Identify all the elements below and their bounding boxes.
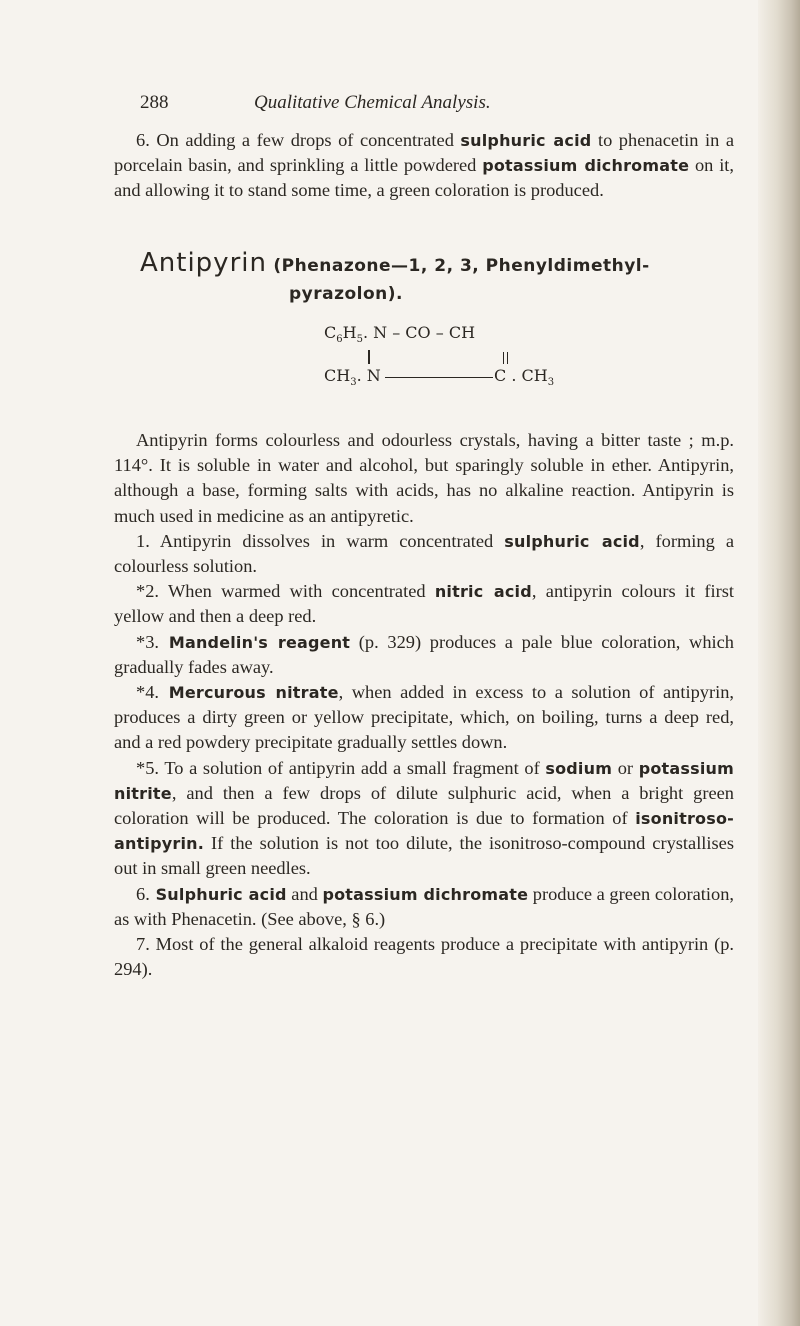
formula-row-3-right: C . $CH_3$ [494, 366, 555, 389]
test-6: 6. Sulphuric acid and potassium dichromate produce a green coloration, as with Phenacetin. (See above, § 6.) [114, 883, 735, 929]
test-2: *2. When warmed with concentrated nitric acid, antipyrin colours it first yellow and then a deep red. [114, 581, 734, 627]
test-4: *4. Mercurous nitrate, when added in excess to a solution of antipyrin, produces a dirty green or yellow precipitate, which, on boiling, turns a deep red, and a red powdery precipitate gradually settles down. [114, 682, 734, 753]
section-subtitle: (Phenazone—1, 2, 3, Phenyldimethyl- [266, 256, 650, 276]
description-paragraph: Antipyrin forms colourless and odourless crystals, having a bitter taste ; m.p. 114°. It is soluble in water and alcohol, but sparingly soluble in ether. Antipyrin, although a base, forming salts with acids, has no alkaline reaction. Antipyrin is much used in medicine as an antipyretic. [114, 430, 734, 526]
double-bond-right [507, 352, 508, 364]
test-3: *3. Mandelin's reagent (p. 329) produces a pale blue coloration, which gradually fades away. [114, 631, 734, 677]
double-bond-left [503, 352, 504, 364]
section-subtitle-cont: pyrazolon). [289, 284, 404, 304]
page-number: 288 [140, 92, 169, 113]
formula-row-1: $C_6H_5$. N – CO – CH [324, 323, 476, 346]
antipyrin-text [114, 428, 734, 982]
test-7: 7. Most of the general alkaloid reagents produce a precipitate with antipyrin (p. 294). [114, 934, 734, 980]
test-6-phenacetin: 6. On adding a few drops of concentrated sulphuric acid to phenacetin in a porcelain basin, and sprinkling a little powdered potassium dichromate on it, and allowing it to stand some time, a green coloration is produced. [114, 130, 735, 201]
bond-horizontal [385, 377, 493, 378]
test-1: 1. Antipyrin dissolves in warm concentrated sulphuric acid, forming a colourless solution. [114, 530, 734, 577]
page-edge-shadow [758, 0, 800, 1326]
structural-formula [324, 323, 584, 408]
bond-n-vertical [368, 350, 370, 364]
page-header [140, 88, 640, 118]
formula-row-3: $CH_3$. N [324, 366, 381, 389]
running-title: Qualitative Chemical Analysis. [254, 92, 491, 113]
intro-paragraph [114, 128, 734, 204]
section-heading [140, 248, 740, 304]
test-5: *5. To a solution of antipyrin add a small fragment of sodium or potassium nitrite, and then a few drops of dilute sulphuric acid, when a bright green coloration will be produced. The coloration is due to formation of isonitroso-antipyrin. If the solution is not too dilute, the isonitroso-compound crystallises out in small green needles. [114, 757, 734, 879]
section-title: Antipyrin [140, 248, 267, 278]
